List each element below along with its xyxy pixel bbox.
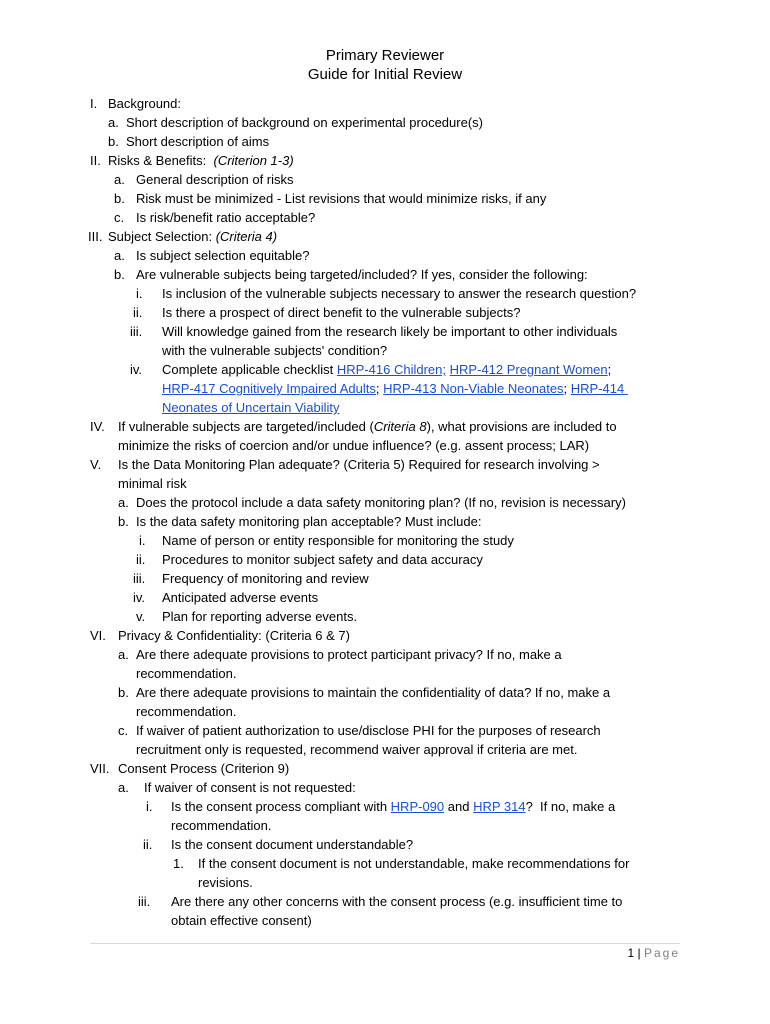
section-heading: Consent Process (Criterion 9) bbox=[118, 761, 290, 776]
list-item-continuation bbox=[162, 398, 340, 417]
page-footer bbox=[627, 945, 680, 961]
section-heading: If vulnerable subjects are targeted/included (Criteria 8), what provisions are included to bbox=[118, 419, 617, 434]
link-hrp-413[interactable]: HRP-413 Non-Viable Neonates bbox=[383, 381, 564, 396]
list-marker: b. bbox=[114, 191, 125, 206]
list-marker: a. bbox=[114, 248, 125, 263]
section-heading: Is the Data Monitoring Plan adequate? (Criteria 5) Required for research involving > bbox=[118, 457, 600, 472]
list-marker: b. bbox=[118, 514, 129, 529]
list-item: General description of risks bbox=[136, 172, 294, 187]
list-item: Short description of aims bbox=[126, 134, 270, 149]
list-item: Are vulnerable subjects being targeted/included? If yes, consider the following: bbox=[136, 267, 588, 282]
footer-divider bbox=[90, 943, 680, 944]
list-item: If waiver of consent is not requested: bbox=[144, 780, 356, 795]
link-hrp-090[interactable]: HRP-090 bbox=[390, 799, 445, 814]
section-heading: Risks & Benefits: (Criterion 1-3) bbox=[108, 153, 294, 168]
list-marker: iii. bbox=[133, 571, 146, 586]
list-marker: a. bbox=[114, 172, 125, 187]
list-marker: b. bbox=[118, 685, 129, 700]
list-item-continuation: recommendation. bbox=[171, 818, 272, 833]
list-marker: iv. bbox=[130, 362, 143, 377]
list-marker: i. bbox=[139, 533, 146, 548]
document-title-line-1: Primary Reviewer bbox=[325, 47, 445, 64]
list-marker: b. bbox=[114, 267, 125, 282]
link-hrp-414-continued[interactable]: Neonates of Uncertain Viability bbox=[162, 400, 340, 415]
section-number: VI. bbox=[90, 628, 106, 643]
list-marker: i. bbox=[146, 799, 153, 814]
list-item: Is the consent process compliant with HRP-090 and HRP 314? If no, make a bbox=[171, 799, 616, 814]
list-marker: ii. bbox=[136, 552, 146, 567]
list-item: Are there adequate provisions to protect participant privacy? If no, make a bbox=[136, 647, 562, 662]
link-hrp-314[interactable]: HRP 314 bbox=[473, 799, 526, 814]
list-item: Plan for reporting adverse events. bbox=[162, 609, 358, 624]
list-marker: iv. bbox=[133, 590, 146, 605]
page-label: Page bbox=[643, 946, 680, 960]
list-item: Is the consent document understandable? bbox=[171, 837, 414, 852]
list-item: Are there adequate provisions to maintain the confidentiality of data? If no, make a bbox=[136, 685, 611, 700]
list-marker: a. bbox=[118, 780, 129, 795]
list-item: Risk must be minimized - List revisions that would minimize risks, if any bbox=[136, 191, 547, 206]
list-marker: a. bbox=[118, 647, 129, 662]
section-heading-continuation: minimize the risks of coercion and/or undue influence? (e.g. assent process; LAR) bbox=[118, 438, 590, 453]
section-number: VII. bbox=[90, 761, 110, 776]
list-marker: c. bbox=[118, 723, 129, 738]
list-item: Is there a prospect of direct benefit to the vulnerable subjects? bbox=[162, 305, 521, 320]
list-marker: ii. bbox=[143, 837, 153, 852]
list-item: Will knowledge gained from the research likely be important to other individuals bbox=[162, 324, 618, 339]
list-item: If waiver of patient authorization to use/disclose PHI for the purposes of research bbox=[136, 723, 601, 738]
footer-separator: | bbox=[634, 946, 644, 960]
list-item: Anticipated adverse events bbox=[162, 590, 319, 605]
list-item: Is the data safety monitoring plan acceptable? Must include: bbox=[136, 514, 482, 529]
list-item: Are there any other concerns with the consent process (e.g. insufficient time to bbox=[171, 894, 623, 909]
link-hrp-412[interactable]: HRP-412 Pregnant Women bbox=[449, 362, 608, 377]
list-item-continuation: recommendation. bbox=[136, 704, 237, 719]
section-heading: Background: bbox=[108, 96, 181, 111]
list-item: Frequency of monitoring and review bbox=[162, 571, 369, 586]
list-marker: a. bbox=[108, 115, 119, 130]
list-item: If the consent document is not understandable, make recommendations for bbox=[198, 856, 630, 871]
list-item-continuation: with the vulnerable subjects' condition? bbox=[162, 343, 388, 358]
section-number: II. bbox=[90, 153, 101, 168]
section-heading: Privacy & Confidentiality: (Criteria 6 & 7) bbox=[118, 628, 350, 643]
list-marker: iii. bbox=[130, 324, 143, 339]
list-item: Is risk/benefit ratio acceptable? bbox=[136, 210, 316, 225]
list-marker: i. bbox=[136, 286, 143, 301]
list-item: Name of person or entity responsible for monitoring the study bbox=[162, 533, 514, 548]
link-hrp-414[interactable]: HRP-414 bbox=[570, 381, 628, 396]
link-hrp-416[interactable]: HRP-416 Children; bbox=[336, 362, 446, 377]
list-item-continuation: recommendation. bbox=[136, 666, 237, 681]
section-heading-continuation: minimal risk bbox=[118, 476, 187, 491]
list-marker: iii. bbox=[138, 894, 151, 909]
list-item: Does the protocol include a data safety monitoring plan? (If no, revision is necessary) bbox=[136, 495, 626, 510]
list-marker: b. bbox=[108, 134, 119, 149]
list-marker: a. bbox=[118, 495, 129, 510]
section-number: V. bbox=[90, 457, 102, 472]
link-hrp-417[interactable]: HRP-417 Cognitively Impaired Adults bbox=[162, 381, 376, 396]
section-number: I. bbox=[90, 96, 98, 111]
list-item: Short description of background on experimental procedure(s) bbox=[126, 115, 483, 130]
list-marker: ii. bbox=[133, 305, 143, 320]
list-item-continuation: recruitment only is requested, recommend waiver approval if criteria are met. bbox=[136, 742, 578, 757]
section-heading: Subject Selection: (Criteria 4) bbox=[108, 229, 278, 244]
page-number: 1 bbox=[627, 946, 635, 960]
list-marker: 1. bbox=[173, 856, 184, 871]
document-title-line-2: Guide for Initial Review bbox=[307, 66, 463, 83]
list-item: Procedures to monitor subject safety and data accuracy bbox=[162, 552, 483, 567]
list-item: Is subject selection equitable? bbox=[136, 248, 310, 263]
list-item-continuation: obtain effective consent) bbox=[171, 913, 312, 928]
list-item-continuation: HRP-417 Cognitively Impaired Adults; HRP-413 Non-Viable Neonates; HRP-414 bbox=[162, 381, 628, 396]
list-item: Is inclusion of the vulnerable subjects necessary to answer the research question? bbox=[162, 286, 637, 301]
section-number: IV. bbox=[90, 419, 105, 434]
list-item: Complete applicable checklist HRP-416 Children; HRP-412 Pregnant Women; bbox=[162, 362, 612, 377]
list-marker: c. bbox=[114, 210, 125, 225]
list-item-continuation: revisions. bbox=[198, 875, 253, 890]
list-marker: v. bbox=[136, 609, 146, 624]
section-number: III. bbox=[88, 229, 103, 244]
